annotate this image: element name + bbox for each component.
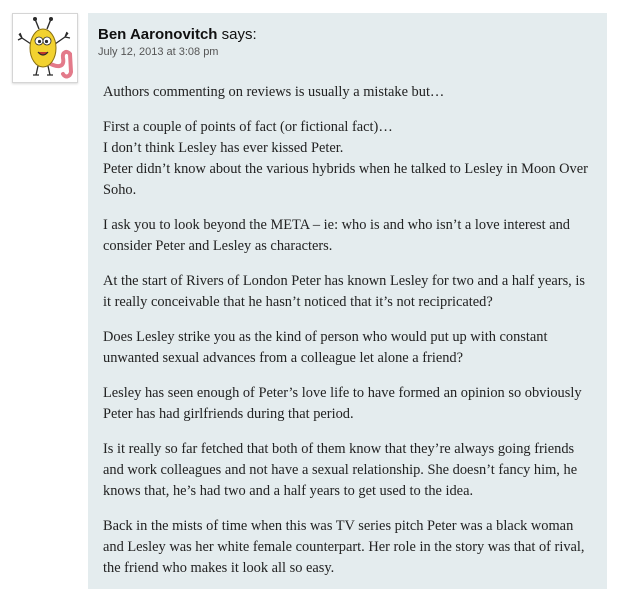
comment-paragraph <box>103 516 593 579</box>
comment-body <box>103 82 593 593</box>
comment-paragraph <box>103 271 593 313</box>
comment-paragraph <box>103 383 593 425</box>
paragraph-line: I don’t think Lesley has ever kissed Peter. <box>103 140 344 156</box>
comment-paragraph <box>103 215 593 257</box>
monster-avatar-icon <box>13 14 77 82</box>
avatar <box>12 13 78 83</box>
paragraph-line: Is it really so far fetched that both of them know that they’re always going friends and work colleagues and not have a sexual relationship. She doesn’t fancy him, he knows that, he’s had two and a half years to get used to the idea. <box>103 441 578 499</box>
paragraph-line: I ask you to look beyond the META – ie: who is and who isn’t a love interest and consider Peter and Lesley as characters. <box>103 217 571 254</box>
paragraph-line: Peter didn’t know about the various hybrids when he talked to Lesley in Moon Over Soho. <box>103 161 588 198</box>
comment-paragraph <box>103 327 593 369</box>
comment-header <box>98 26 597 59</box>
comment-paragraph <box>103 82 593 103</box>
comment-paragraph <box>103 117 593 201</box>
comment-paragraph <box>103 439 593 502</box>
comment-author[interactable]: Ben Aaronovitch <box>98 26 218 43</box>
says-label: says: <box>221 26 257 43</box>
paragraph-line: Back in the mists of time when this was TV series pitch Peter was a black woman and Lesley was her white female counterpart. Her role in the story was that of rival, the friend who makes it look all so easy. <box>103 518 585 576</box>
comment <box>88 13 607 589</box>
paragraph-line: Does Lesley strike you as the kind of person who would put up with constant unwanted sexual advances from a colleague let alone a friend? <box>103 329 548 366</box>
author-line <box>98 26 597 44</box>
paragraph-line: First a couple of points of fact (or fictional fact)… <box>103 119 393 135</box>
comment-date-link[interactable]: July 12, 2013 at 3:08 pm <box>98 46 219 58</box>
paragraph-line: Authors commenting on reviews is usually a mistake but… <box>103 84 445 100</box>
paragraph-line: Lesley has seen enough of Peter’s love life to have formed an opinion so obviously Peter has had girlfriends during that period. <box>103 385 582 422</box>
paragraph-line: At the start of Rivers of London Peter has known Lesley for two and a half years, is it really conceivable that he hasn’t noticed that it’s not recipricated? <box>103 273 585 310</box>
